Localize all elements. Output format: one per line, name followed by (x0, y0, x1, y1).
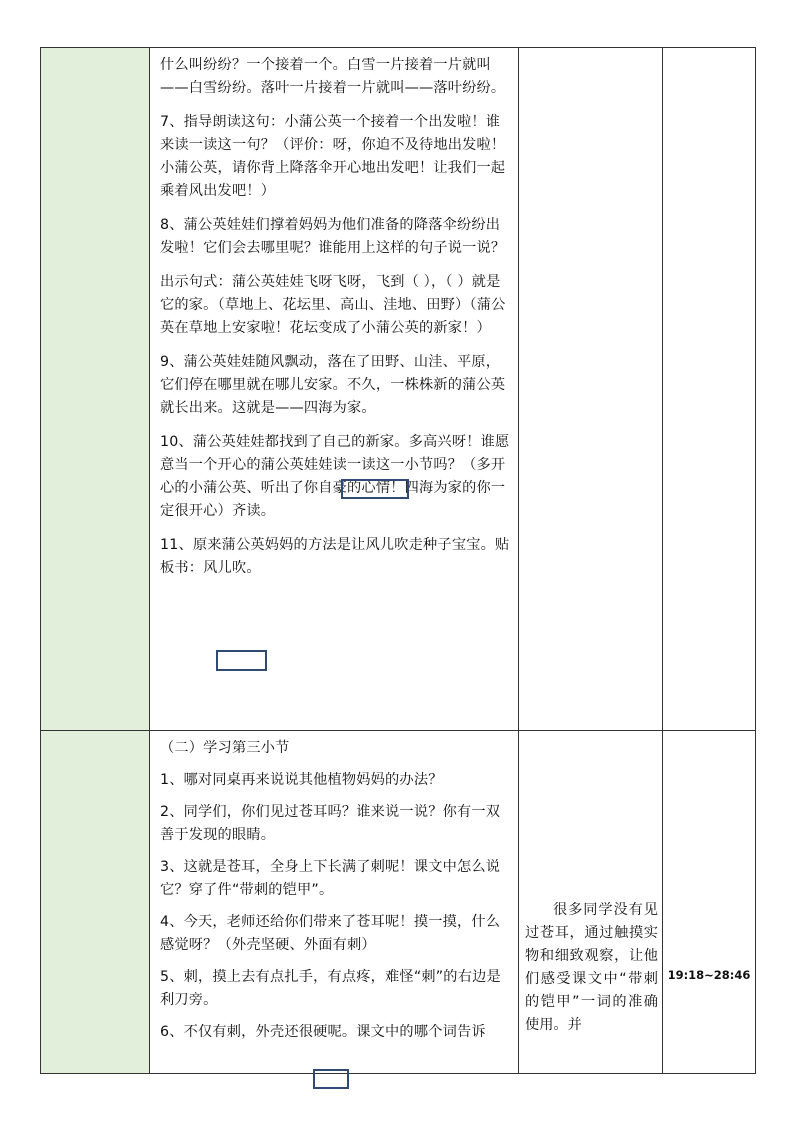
annotation-box (341, 479, 409, 499)
annotation-box (216, 650, 267, 671)
paragraph: 11、原来蒲公英妈妈的方法是让风儿吹走种子宝宝。贴板书：风儿吹。 (160, 537, 510, 576)
paragraph: 2、同学们，你们见过苍耳吗？谁来说一说？你有一双善于发现的眼睛。 (160, 804, 501, 843)
paragraph: 6、不仅有刺，外壳还很硬呢。课文中的哪个词告诉 (160, 1024, 486, 1040)
stage-column-cell (41, 731, 150, 1074)
table-row (41, 48, 756, 731)
paragraph: 什么叫纷纷？一个接着一个。白雪一片接着一片就叫——白雪纷纷。落叶一片接着一片就叫——落叶纷纷。 (160, 57, 506, 96)
time-range: 19:18~28:46 (667, 968, 751, 982)
paragraph: 5、刺，摸上去有点扎手，有点疼，难怪“刺”的右边是利刀旁。 (160, 969, 501, 1008)
paragraph: 9、蒲公英娃娃随风飘动，落在了田野、山洼、平原，它们停在哪里就在哪儿安家。不久，一株株新的蒲公英就长出来。这就是——四海为家。 (160, 354, 506, 416)
paragraph: 8、蒲公英娃娃们撑着妈妈为他们准备的降落伞纷纷出发啦！它们会去哪里呢？谁能用上这样的句子说一说？ (160, 217, 506, 256)
design-intent-note: 很多同学没有见过苍耳，通过触摸实物和细致观察，让他们感受课文中“带刺的铠甲”一词的准确使用。并 (525, 902, 658, 1033)
annotation-box (313, 1069, 349, 1089)
section-heading: （二）学习第三小节 (160, 740, 290, 756)
teaching-process-cell (150, 731, 519, 1074)
paragraph: 3、这就是苍耳，全身上下长满了刺呢！课文中怎么说它？穿了件“带刺的铠甲”。 (160, 859, 501, 898)
paragraph: 4、今天，老师还给你们带来了苍耳呢！摸一摸，什么感觉呀？（外壳坚硬、外面有刺） (160, 914, 501, 953)
paragraph: 7、指导朗读这句：小蒲公英一个接着一个出发啦！谁来读一读这一句？（评价：呀，你迫不及待地出发啦！小蒲公英，请你背上降落伞开心地出发吧！让我们一起乘着风出发吧！） (160, 114, 506, 199)
design-intent-cell (519, 48, 663, 731)
table-row (41, 731, 756, 1074)
time-cell (663, 48, 756, 731)
paragraph: 10、蒲公英娃娃都找到了自己的新家。多高兴呀！谁愿意当一个开心的蒲公英娃娃读一读这一小节吗？（多开心的小蒲公英、听出了你自豪的心情！四海为家的你一定很开心）齐读。 (160, 434, 510, 519)
lesson-plan-table (40, 47, 756, 1074)
design-intent-cell (519, 731, 663, 1074)
paragraph: 1、哪对同桌再来说说其他植物妈妈的办法？ (160, 772, 443, 788)
paragraph: 出示句式：蒲公英娃娃飞呀飞呀，飞到（ ），（ ）就是它的家。（草地上、花坛里、高山、洼地、田野）（蒲公英在草地上安家啦！花坛变成了小蒲公英的新家！） (160, 274, 506, 336)
stage-column-cell (41, 48, 150, 731)
time-cell (663, 731, 756, 1074)
teaching-process-cell (150, 48, 519, 731)
